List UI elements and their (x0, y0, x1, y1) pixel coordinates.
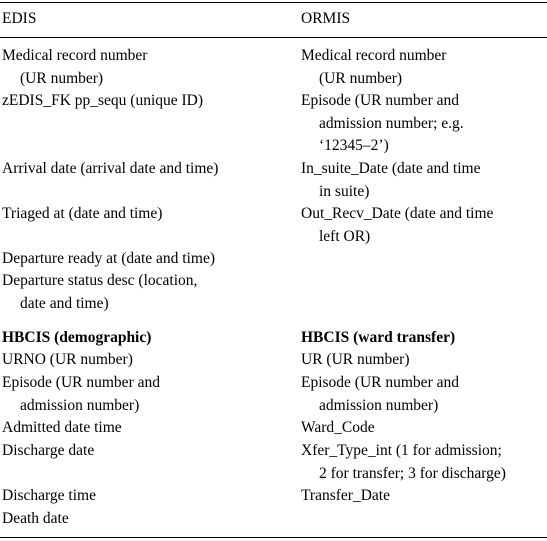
table-cell-left (2, 158, 292, 181)
cell-line: HBCIS (ward transfer) (301, 329, 456, 346)
cell-line: Medical record number (301, 47, 447, 64)
table-cell-right (301, 45, 547, 90)
table-cell-right (301, 372, 547, 417)
cell-line: Triaged at (date and time) (2, 205, 163, 222)
table-cell-left (2, 508, 292, 531)
table-cell-right (301, 327, 547, 350)
cell-line: In_suite_Date (date and time (301, 160, 481, 177)
cell-line: Departure ready at (date and time) (2, 250, 216, 267)
table-cell-left (2, 372, 292, 417)
cell-line: zEDIS_FK pp_sequ (unique ID) (2, 92, 204, 109)
cell-line: Discharge date (2, 442, 95, 459)
cell-line: (UR number) (20, 69, 104, 87)
table-cell-left (2, 270, 292, 315)
cell-line: admission number; e.g. (319, 114, 464, 132)
cell-line: Admitted date time (2, 419, 122, 436)
table-cell-right (301, 90, 547, 158)
column-header-edis: EDIS (2, 10, 37, 27)
cell-line: Ward_Code (301, 419, 375, 436)
table-cell-right (301, 440, 547, 485)
table-cell-left (2, 417, 292, 440)
cell-line: Departure status desc (location, (2, 272, 198, 289)
cell-line: ‘12345–2’) (319, 137, 389, 154)
cell-line: Discharge time (2, 487, 96, 504)
table-cell-left (2, 45, 292, 90)
table-bottom-rule (0, 537, 547, 538)
cell-line: Arrival date (arrival date and time) (2, 160, 219, 177)
cell-line: (UR number) (319, 69, 403, 87)
cell-line: Death date (2, 510, 69, 527)
table-cell-left (2, 90, 292, 113)
cell-line: URNO (UR number) (2, 351, 133, 368)
table-cell-right (301, 158, 547, 203)
table-top-rule (0, 2, 547, 3)
cell-line: 2 for transfer; 3 for discharge) (319, 464, 506, 482)
table-cell-left (2, 248, 292, 271)
cell-line: admission number) (20, 396, 140, 414)
table-cell-left (2, 485, 292, 508)
cell-line: in suite) (319, 182, 370, 200)
cell-line: admission number) (319, 396, 439, 414)
cell-line: UR (UR number) (301, 351, 410, 368)
cell-line: Transfer_Date (301, 487, 390, 504)
table-cell-left (2, 203, 292, 226)
table-cell-left (2, 349, 292, 372)
table-cell-right (301, 349, 547, 372)
cell-line: Episode (UR number and (301, 92, 459, 109)
cell-line: Out_Recv_Date (date and time (301, 205, 494, 222)
cell-line: Episode (UR number and (301, 374, 459, 391)
table-cell-right (301, 485, 547, 508)
cell-line: left OR) (319, 227, 371, 245)
table-header-rule (0, 37, 547, 38)
cell-line: Medical record number (2, 47, 148, 64)
table-cell-left (2, 327, 292, 350)
cell-line: HBCIS (demographic) (2, 329, 152, 346)
cell-line: Xfer_Type_int (1 for admission; (301, 442, 502, 459)
table-cell-left (2, 440, 292, 463)
table-cell-right (301, 203, 547, 248)
cell-line: Episode (UR number and (2, 374, 160, 391)
column-header-ormis: ORMIS (301, 10, 351, 27)
cell-line: date and time) (20, 294, 109, 312)
table-cell-right (301, 417, 547, 440)
